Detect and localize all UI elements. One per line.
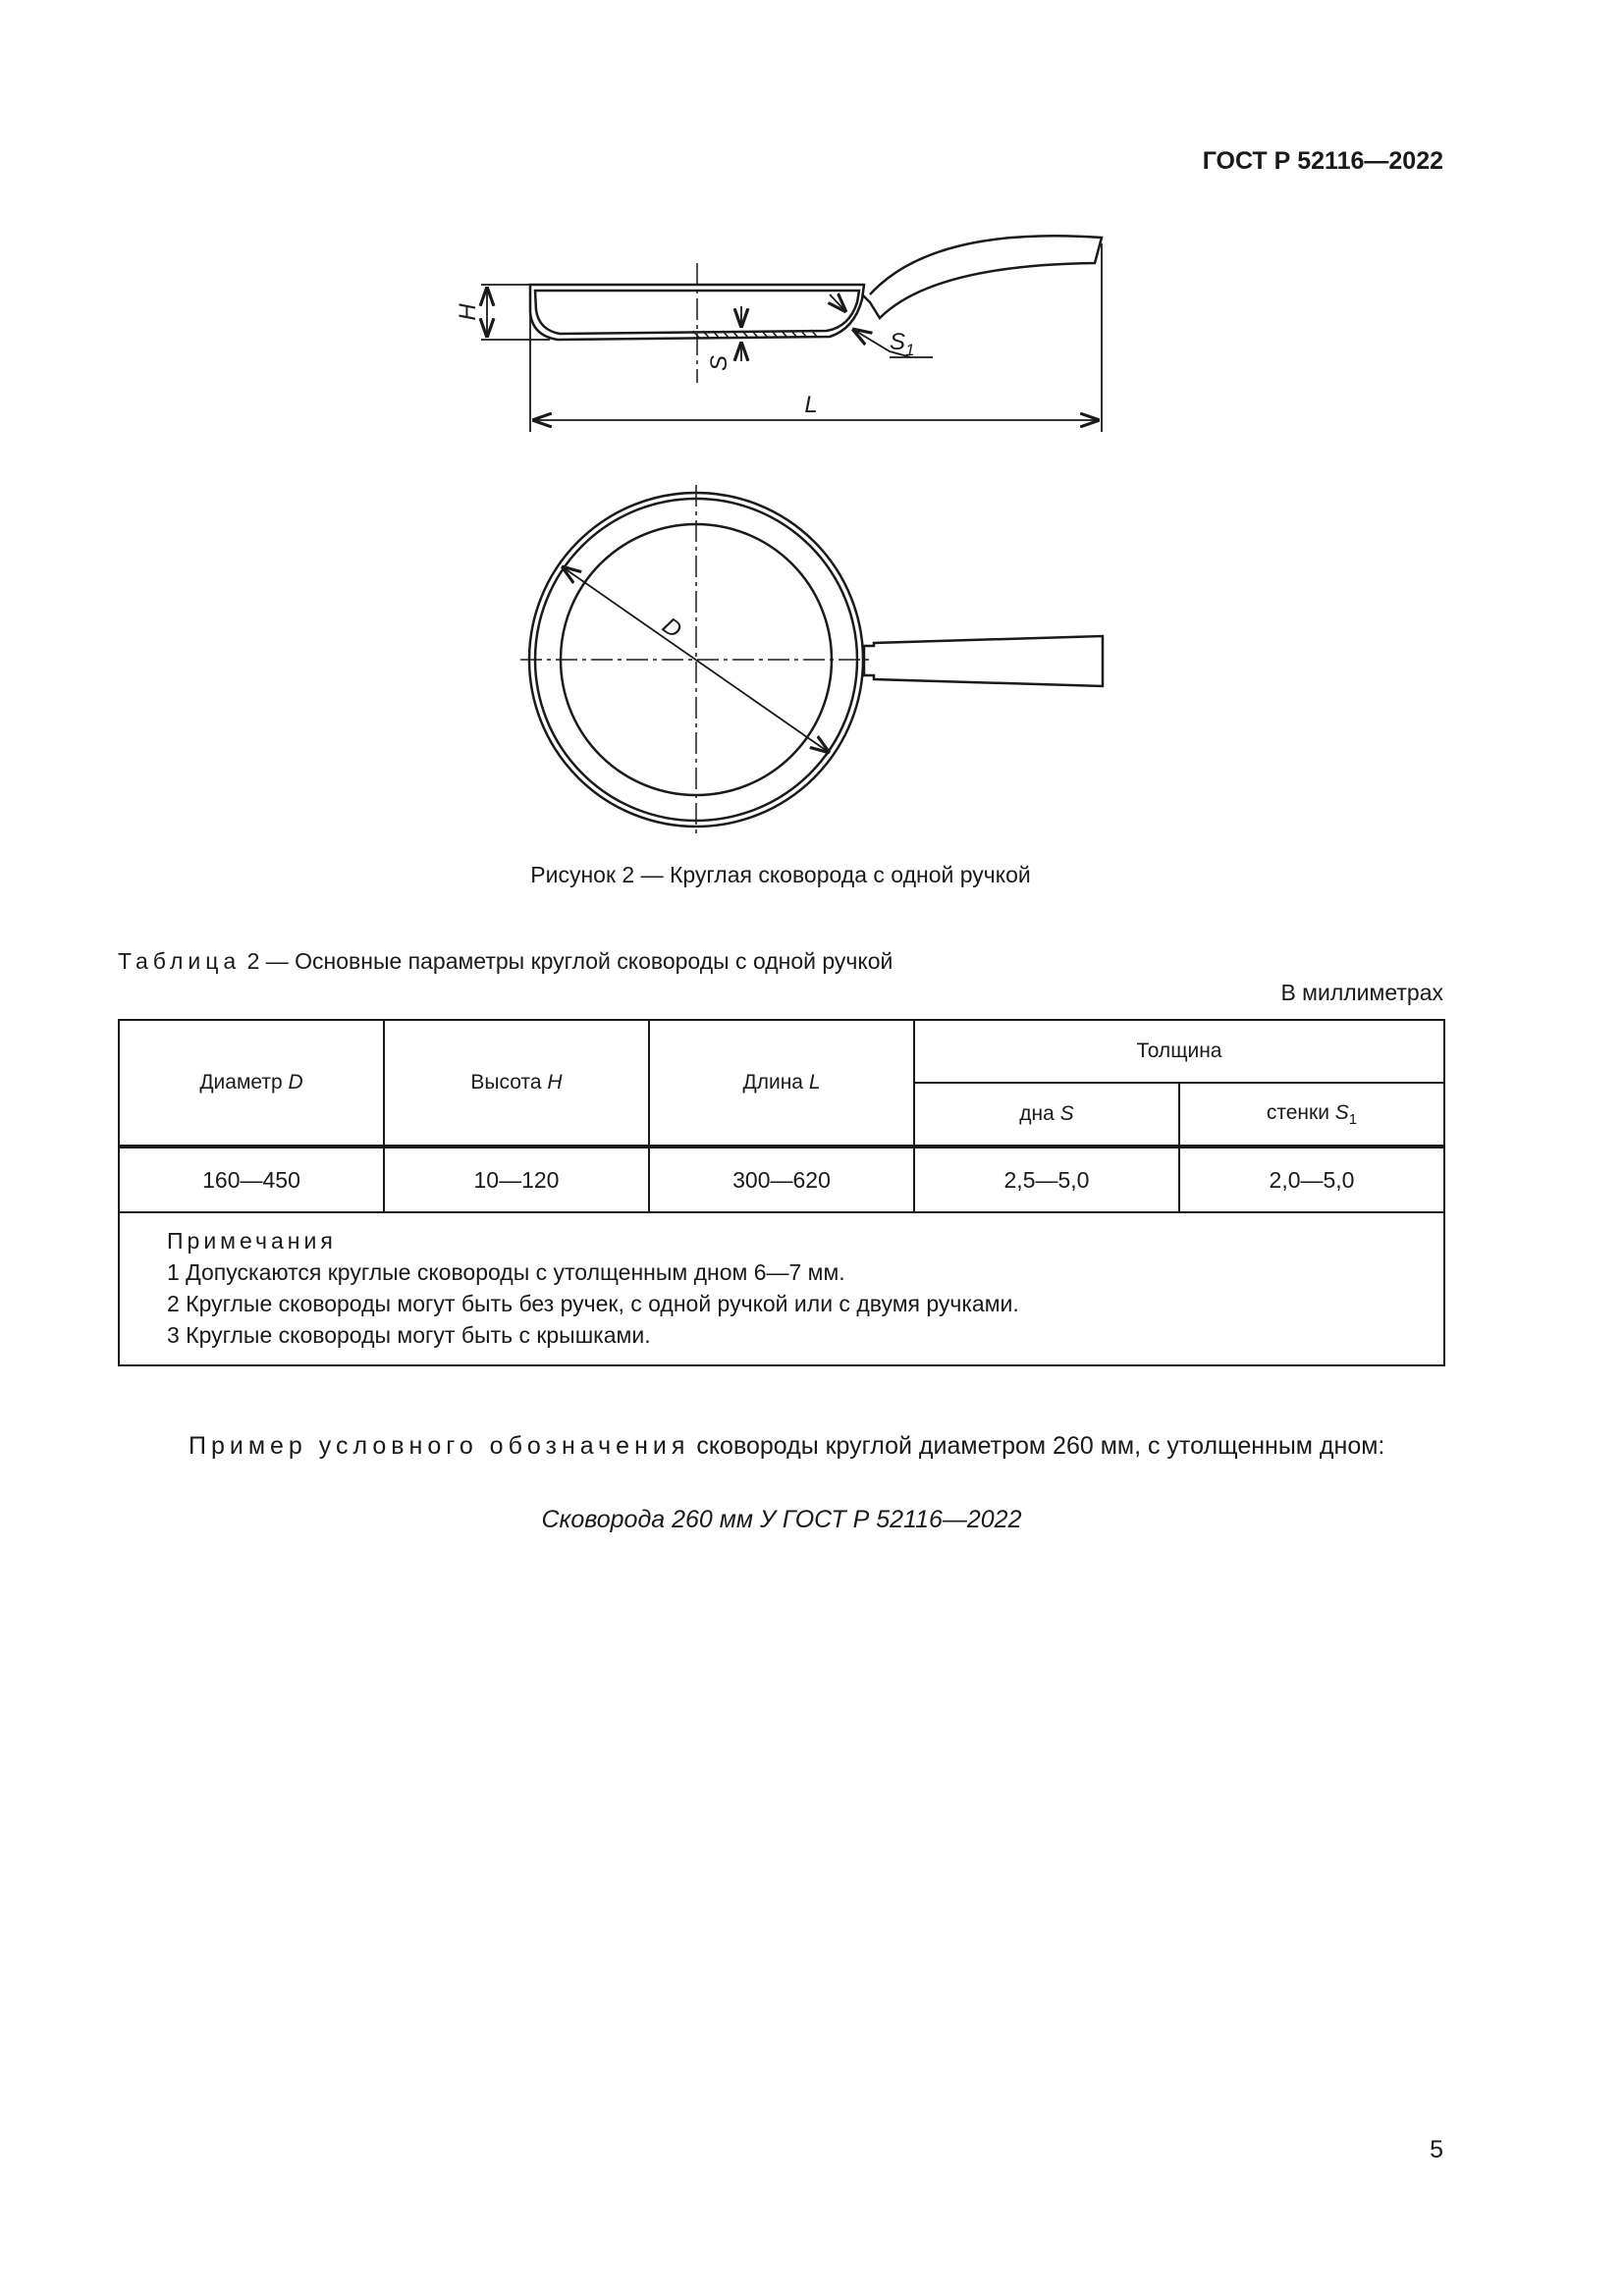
wall-thickness-leader — [830, 294, 933, 357]
note-item: 2 Круглые сковороды могут быть без ручек, с одной ручкой или с двумя ручками. — [167, 1291, 1019, 1316]
cell-length: 300—620 — [649, 1147, 914, 1212]
document-header: ГОСТ Р 52116—2022 — [1202, 147, 1443, 175]
table-caption-label: Таблица — [118, 948, 242, 974]
pan-top-view — [520, 485, 1103, 834]
label-S: S — [706, 354, 732, 372]
label-S1: $S_1$ — [890, 329, 915, 359]
example-paragraph — [118, 1429, 1445, 1464]
pan-technical-drawing — [432, 216, 1139, 854]
label-H: H — [455, 303, 481, 321]
example-lead: Пример условного обозначения — [189, 1432, 690, 1460]
table-caption — [118, 948, 893, 975]
cell-wall: 2,0—5,0 — [1179, 1147, 1444, 1212]
header-length: Длина L — [649, 1020, 914, 1147]
example-designation: Сковорода 260 мм У ГОСТ Р 52116—2022 — [541, 1506, 1022, 1533]
parameters-table — [118, 1019, 1445, 1366]
cell-height: 10—120 — [384, 1147, 649, 1212]
header-thickness: Толщина — [914, 1020, 1444, 1083]
table-units: В миллиметрах — [1280, 980, 1443, 1005]
notes-title: Примечания — [167, 1228, 337, 1254]
cell-diameter: 160—450 — [119, 1147, 384, 1212]
table-row — [119, 1147, 1444, 1212]
table-notes-row — [119, 1212, 1444, 1365]
example-text: сковороды круглой диаметром 260 мм, с утолщенным дном: — [689, 1432, 1385, 1460]
table-header-row — [119, 1020, 1444, 1083]
header-diameter: Диаметр D — [119, 1020, 384, 1147]
header-height: Высота H — [384, 1020, 649, 1147]
label-L: L — [804, 392, 818, 418]
pan-handle-side — [862, 236, 1102, 318]
pan-side-view — [530, 236, 1102, 340]
header-wall: стенки $S_1$ — [1179, 1083, 1444, 1147]
table-caption-text: 2 — Основные параметры круглой сковороды с одной ручкой — [246, 948, 893, 974]
label-D: D — [657, 612, 687, 644]
note-item: 3 Круглые сковороды могут быть с крышками. — [167, 1322, 651, 1348]
pan-handle-top — [864, 636, 1103, 686]
note-item: 1 Допускаются круглые сковороды с утолщенным дном 6—7 мм. — [167, 1259, 845, 1285]
figure-caption: Рисунок 2 — Круглая сковорода с одной ручкой — [530, 862, 1031, 887]
header-bottom: дна S — [914, 1083, 1179, 1147]
cell-bottom: 2,5—5,0 — [914, 1147, 1179, 1212]
page-number: 5 — [1430, 2136, 1443, 2163]
table-notes — [119, 1212, 1444, 1365]
